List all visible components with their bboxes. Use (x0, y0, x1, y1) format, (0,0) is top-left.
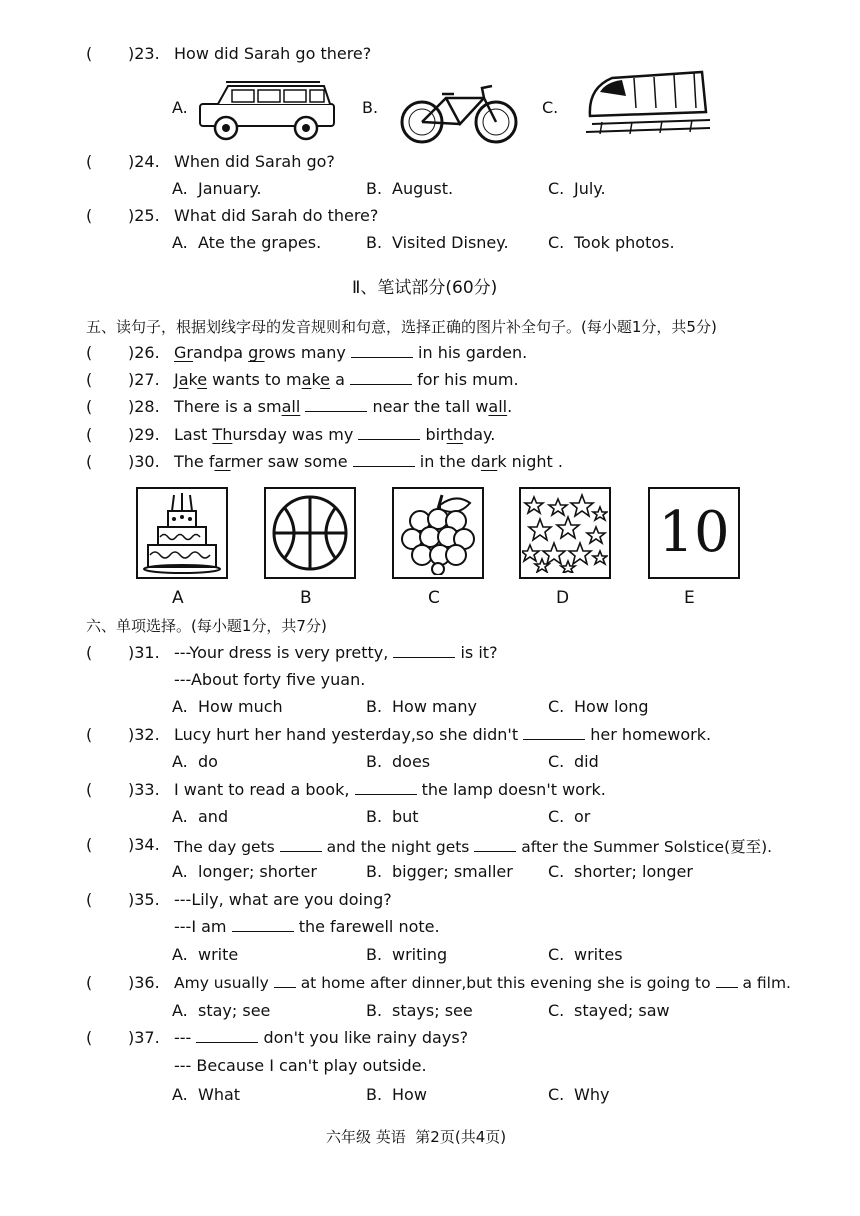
question-number: )30. (128, 452, 160, 471)
option-c: C. shorter; longer (548, 862, 693, 881)
question-text: Lucy hurt her hand yesterday,so she didn't her homework. (174, 725, 712, 744)
question-text: Last Thursday was my birthday. (174, 425, 496, 444)
part-title: Ⅱ、笔试部分(60分) (352, 278, 498, 298)
question-text: What did Sarah do there? (174, 206, 379, 225)
picture-label: C (428, 588, 440, 608)
option-b: B. but (366, 807, 419, 826)
option-b: B. How many (366, 697, 477, 716)
picture-c (392, 487, 484, 579)
option-c: C. How long (548, 697, 649, 716)
grapes-icon (400, 491, 476, 575)
answer-paren: ( (86, 890, 93, 909)
option-b: B. Visited Disney. (366, 233, 509, 252)
option-c: C. or (548, 807, 591, 826)
answer-blank[interactable] (716, 973, 738, 988)
answer-blank[interactable] (196, 1028, 258, 1043)
number-ten-icon: 10 (658, 500, 730, 565)
answer-paren: ( (86, 44, 93, 63)
option-c-label: C. (542, 98, 559, 117)
answer-blank[interactable] (355, 780, 417, 795)
answer-blank[interactable] (305, 397, 367, 412)
answer-paren: ( (86, 643, 93, 662)
question-number: )23. (128, 44, 160, 63)
option-a: A. and (172, 807, 229, 826)
answer-paren: ( (86, 425, 93, 444)
question-number: )26. (128, 343, 160, 362)
answer-paren: ( (86, 152, 93, 171)
option-b: B. does (366, 752, 431, 771)
question-number: )36. (128, 973, 160, 992)
option-b: B. bigger; smaller (366, 862, 513, 881)
option-c: C. did (548, 752, 599, 771)
picture-label: D (556, 588, 570, 608)
question-text: ---Lily, what are you doing? (174, 890, 392, 909)
picture-label: B (300, 588, 312, 608)
page-footer: 六年级 英语 第2页(共4页) (326, 1128, 507, 1146)
answer-blank[interactable] (280, 837, 322, 852)
question-number: )31. (128, 643, 160, 662)
answer-paren: ( (86, 1028, 93, 1047)
question-text: The farmer saw some in the dark night . (174, 452, 563, 471)
question-number: )37. (128, 1028, 160, 1047)
answer-paren: ( (86, 835, 93, 854)
question-number: )32. (128, 725, 160, 744)
answer-blank[interactable] (232, 917, 294, 932)
question-text: The day gets and the night gets after the Summer Solstice(夏至). (174, 838, 773, 856)
answer-blank[interactable] (523, 725, 585, 740)
picture-label: E (684, 588, 695, 608)
bicycle-icon (398, 82, 520, 146)
answer-blank[interactable] (274, 973, 296, 988)
question-text: Jake wants to make a for his mum. (174, 370, 519, 389)
option-b: B. stays; see (366, 1001, 473, 1020)
option-a: A. write (172, 945, 239, 964)
question-text: --- Because I can't play outside. (174, 1056, 427, 1075)
answer-paren: ( (86, 780, 93, 799)
option-c: C. Took photos. (548, 233, 675, 252)
answer-paren: ( (86, 370, 93, 389)
answer-paren: ( (86, 206, 93, 225)
answer-blank[interactable] (353, 452, 415, 467)
question-text: There is a small near the tall wall. (174, 397, 513, 416)
question-text: ---I am the farewell note. (174, 917, 440, 936)
question-number: )24. (128, 152, 160, 171)
option-b-label: B. (362, 98, 379, 117)
jeep-icon (196, 78, 340, 142)
option-a: A. January. (172, 179, 262, 198)
answer-blank[interactable] (393, 643, 455, 658)
answer-blank[interactable] (350, 370, 412, 385)
stars-icon (522, 493, 608, 573)
section-title: 六、单项选择。(每小题1分，共7分) (86, 617, 327, 635)
question-number: )29. (128, 425, 160, 444)
question-number: )25. (128, 206, 160, 225)
question-text: ---About forty five yuan. (174, 670, 366, 689)
answer-paren: ( (86, 973, 93, 992)
train-icon (582, 68, 712, 140)
picture-label: A (172, 588, 184, 608)
answer-blank[interactable] (474, 837, 516, 852)
question-number: )27. (128, 370, 160, 389)
option-b: B. How (366, 1085, 427, 1104)
question-text: Amy usually at home after dinner,but this evening she is going to a film. (174, 974, 791, 992)
answer-blank[interactable] (351, 343, 413, 358)
option-b: B. writing (366, 945, 448, 964)
option-c: C. stayed; saw (548, 1001, 670, 1020)
question-text: --- don't you like rainy days? (174, 1028, 469, 1047)
picture-e (648, 487, 740, 579)
question-number: )35. (128, 890, 160, 909)
answer-blank[interactable] (358, 425, 420, 440)
question-number: )34. (128, 835, 160, 854)
option-a: A. Ate the grapes. (172, 233, 322, 252)
question-text: Grandpa grows many in his garden. (174, 343, 528, 362)
basketball-icon (270, 493, 350, 573)
option-a: A. What (172, 1085, 241, 1104)
option-a: A. do (172, 752, 218, 771)
picture-d (519, 487, 611, 579)
question-text: When did Sarah go? (174, 152, 335, 171)
option-a: A. longer; shorter (172, 862, 317, 881)
option-c: C. writes (548, 945, 623, 964)
answer-paren: ( (86, 397, 93, 416)
question-number: )33. (128, 780, 160, 799)
picture-b (264, 487, 356, 579)
answer-paren: ( (86, 452, 93, 471)
option-a: A. stay; see (172, 1001, 271, 1020)
question-text: I want to read a book, the lamp doesn't work. (174, 780, 606, 799)
option-b: B. August. (366, 179, 454, 198)
picture-a (136, 487, 228, 579)
section-title: 五、读句子，根据划线字母的发音规则和句意，选择正确的图片补全句子。(每小题1分，共5分) (86, 318, 717, 336)
answer-paren: ( (86, 343, 93, 362)
option-a: A. How much (172, 697, 283, 716)
question-text: ---Your dress is very pretty, is it? (174, 643, 498, 662)
birthday-cake-icon (142, 491, 222, 575)
option-a-label: A. (172, 98, 188, 117)
question-text: How did Sarah go there? (174, 44, 372, 63)
answer-paren: ( (86, 725, 93, 744)
question-number: )28. (128, 397, 160, 416)
option-c: C. Why (548, 1085, 610, 1104)
option-c: C. July. (548, 179, 606, 198)
